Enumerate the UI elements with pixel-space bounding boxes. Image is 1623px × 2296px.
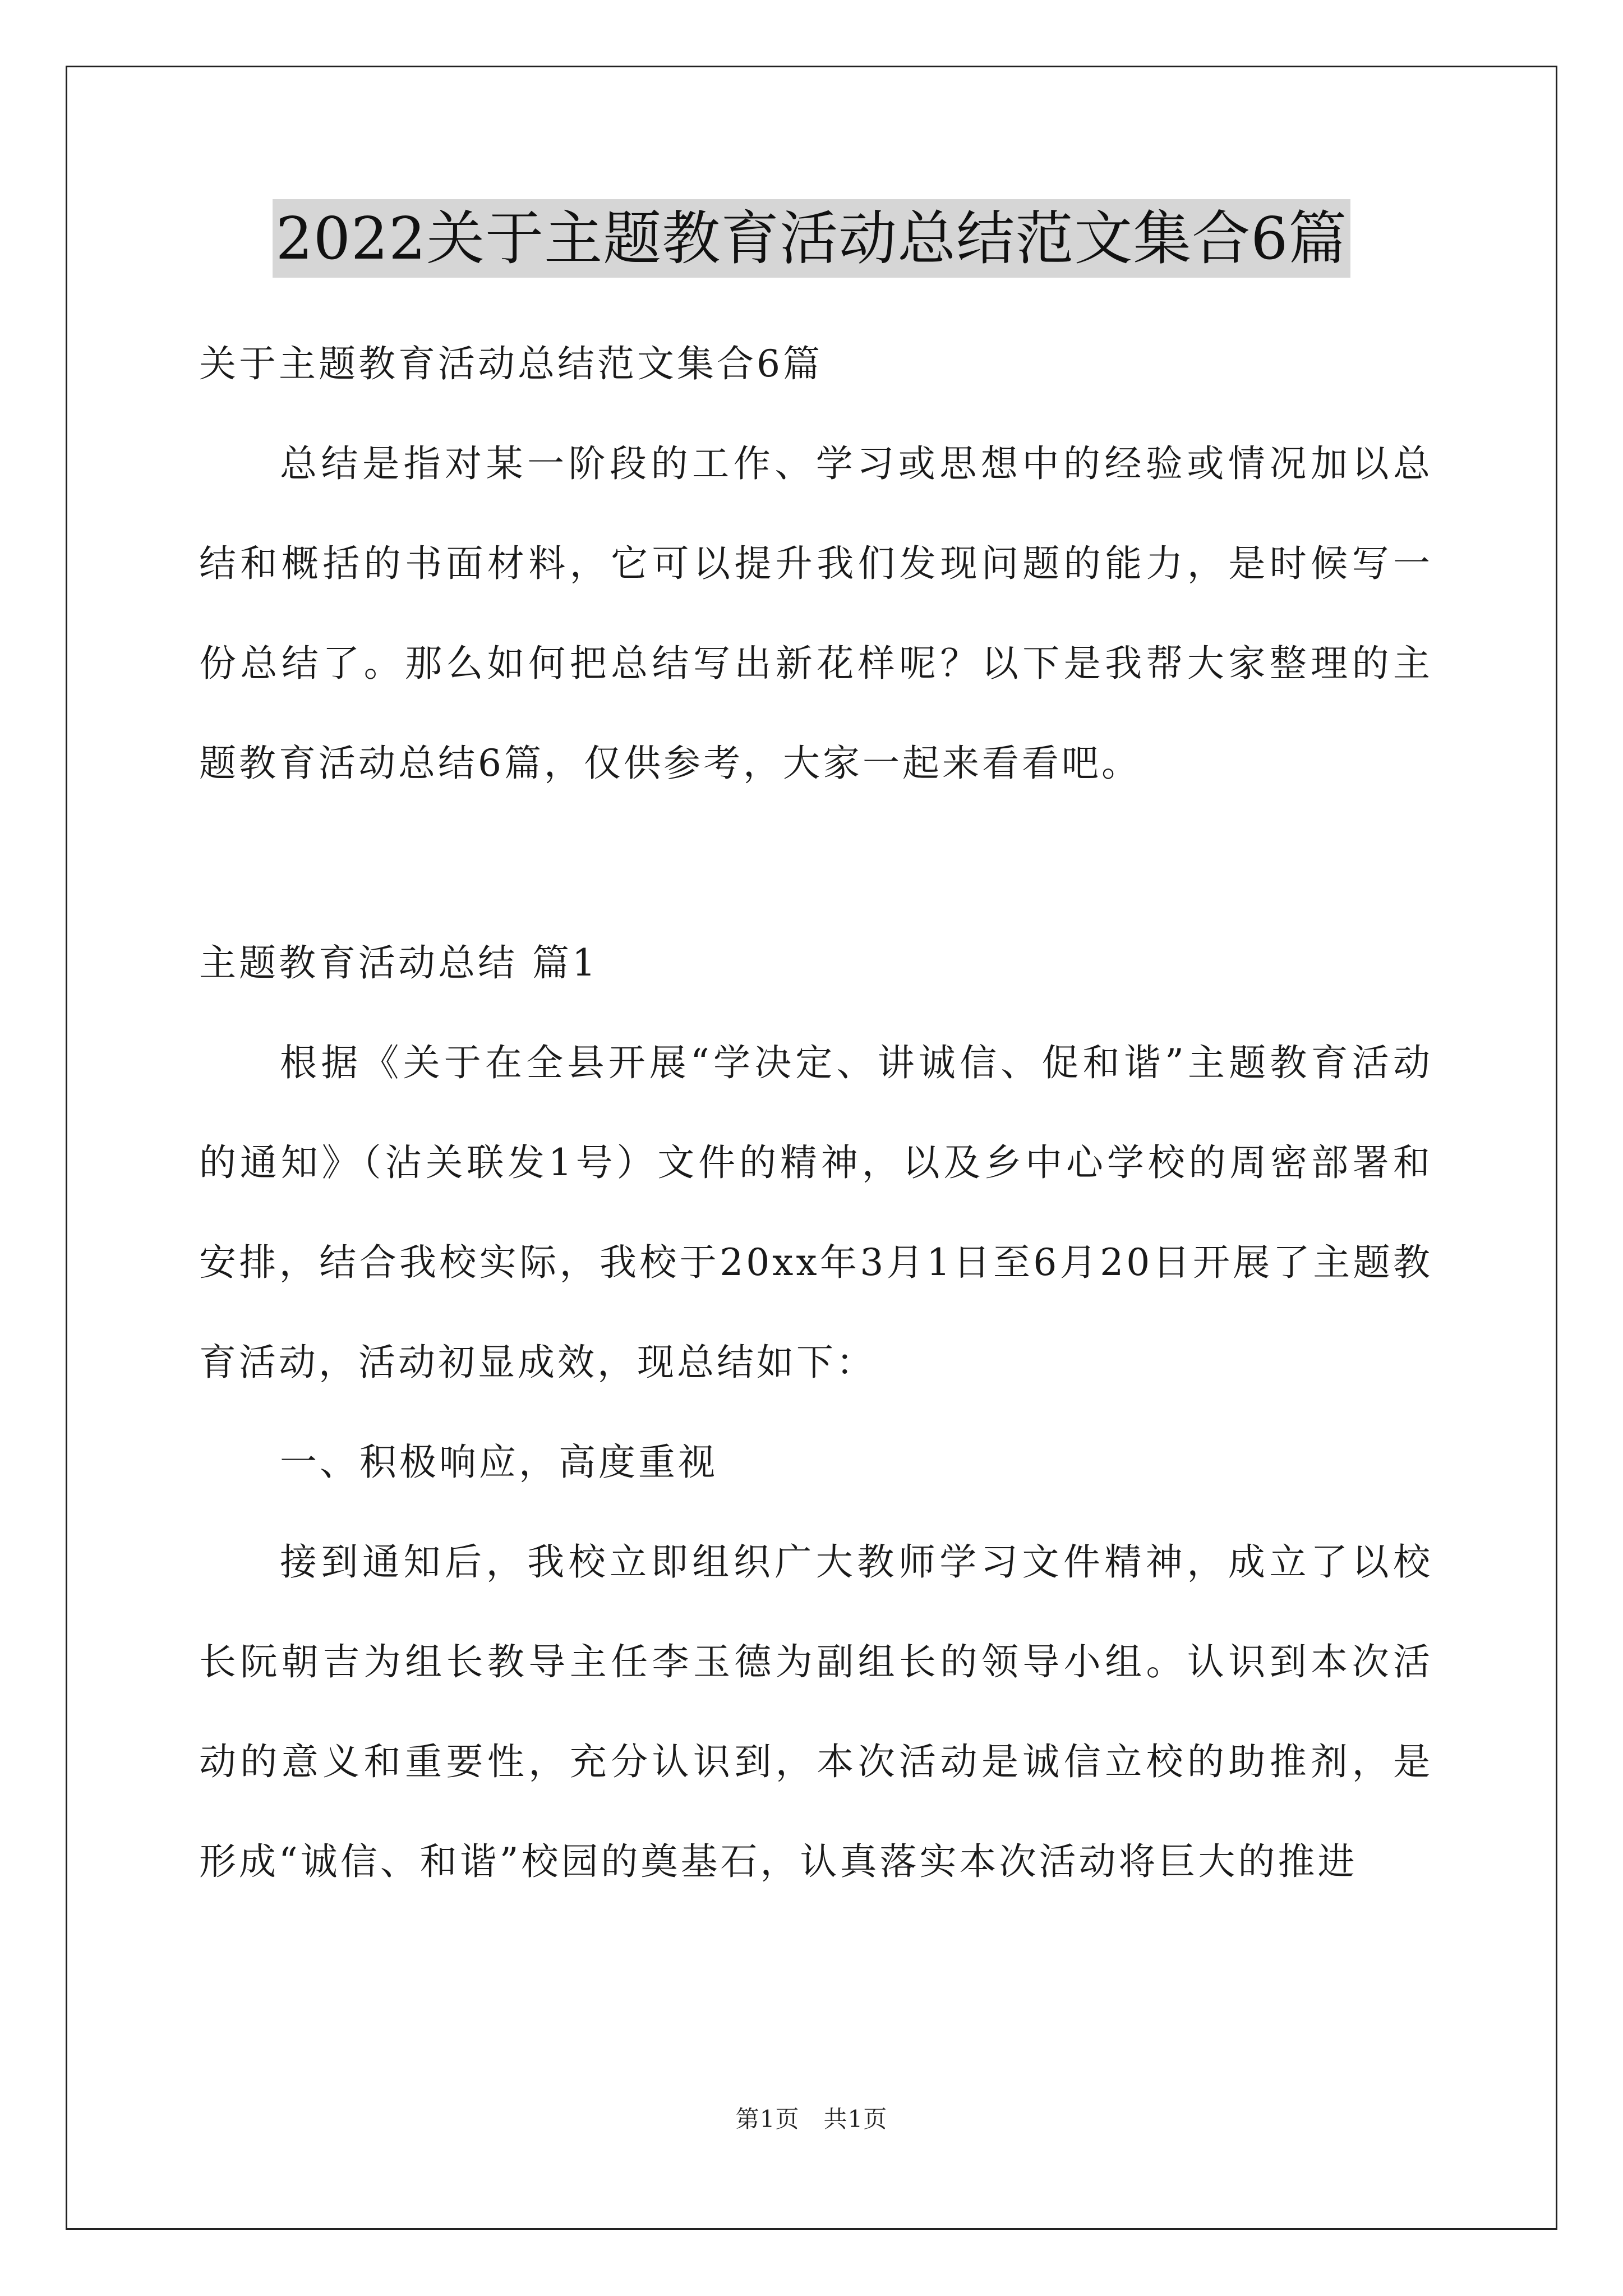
document-title: 2022关于主题教育活动总结范文集合6篇 — [273, 199, 1351, 278]
intro-paragraph: 总结是指对某一阶段的工作、学习或思想中的经验或情况加以总结和概括的书面材料，它可以提升我们发现问题的能力，是时候写一份总结了。那么如何把总结写出新花样呢？以下是我帮大家整理的主题教育活动总结6篇，仅供参考，大家一起来看看吧。 — [199, 442, 1433, 785]
subtitle-line: 关于主题教育活动总结范文集合6篇 — [199, 342, 823, 385]
body-paragraph: 接到通知后，我校立即组织广大教师学习文件精神，成立了以校长阮朝吉为组长教导主任李玉德为副组长的领导小组。认识到本次活动的意义和重要性，充分认识到，本次活动是诚信立校的助推剂，是形成“诚信、和谐”校园的奠基石，认真落实本次活动将巨大的推进 — [199, 1540, 1433, 1883]
paragraph-spacer — [199, 813, 1433, 913]
body-paragraph: 根据《关于在全县开展“学决定、讲诚信、促和谐”主题教育活动的通知》（沾关联发1号）文件的精神，以及乡中心学校的周密部署和安排，结合我校实际，我校于20xx年3月1日至6月20日开展了主题教育活动，活动初显成效，现总结如下： — [199, 1041, 1433, 1384]
page-number: 第1页 共1页 — [735, 2105, 888, 2133]
document-body — [199, 314, 1433, 1912]
subsection-heading: 一、积极响应，高度重视 — [280, 1441, 718, 1484]
title-area — [0, 199, 1623, 278]
section-heading: 主题教育活动总结 篇1 — [199, 941, 598, 984]
